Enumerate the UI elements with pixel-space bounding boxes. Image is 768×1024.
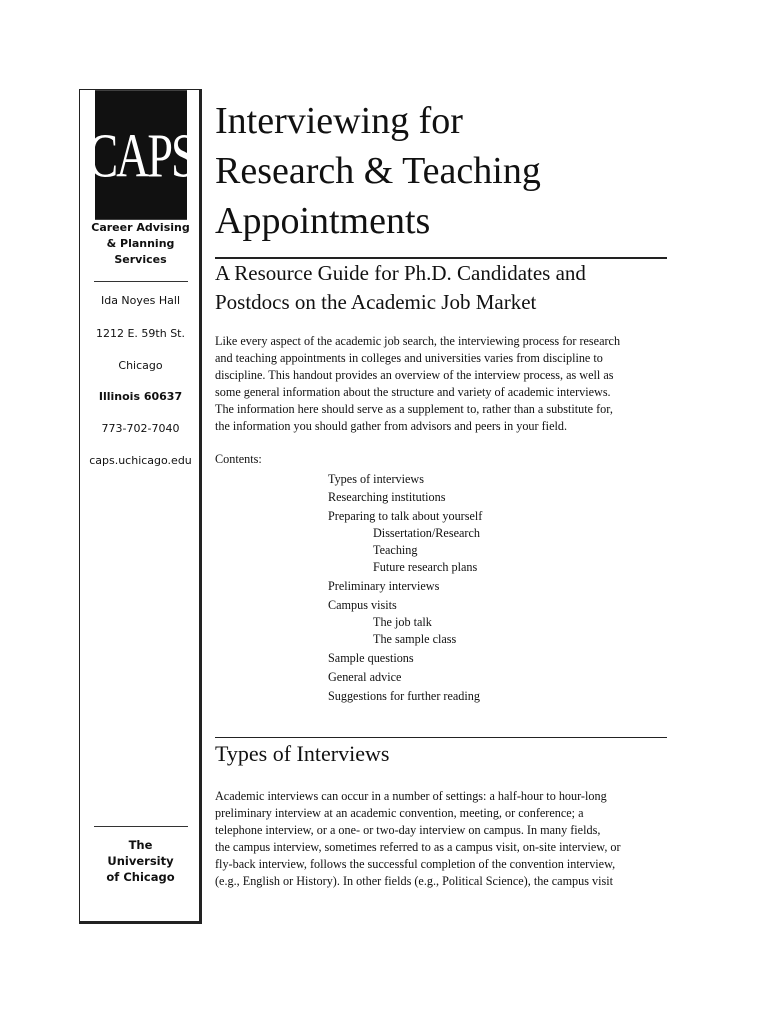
subtitle-line: A Resource Guide for Ph.D. Candidates and <box>215 261 586 285</box>
page-subtitle <box>215 259 586 317</box>
section-line: (e.g., English or History). In other fields (e.g., Political Science), the campus visit <box>215 874 614 888</box>
university-name <box>80 837 201 885</box>
toc-item: Preliminary interviews <box>328 579 440 593</box>
toc-subitem: Dissertation/Research <box>373 526 480 540</box>
intro-line: discipline. This handout provides an overview of the interview process, as well as <box>215 368 614 382</box>
page-title <box>215 96 541 246</box>
toc-subitem: The sample class <box>373 632 457 646</box>
sidebar-divider <box>94 826 188 827</box>
title-line: Appointments <box>215 200 431 242</box>
section-paragraph <box>215 788 700 890</box>
university-line: University <box>107 854 174 868</box>
title-line: Interviewing for <box>215 100 463 142</box>
section-line: preliminary interview at an academic convention, meeting, or conference; a <box>215 806 584 820</box>
caps-logo: CAPS <box>95 90 187 220</box>
toc-item: Preparing to talk about yourself <box>328 509 483 523</box>
toc-item: General advice <box>328 670 402 684</box>
intro-line: The information here should serve as a supplement to, rather than a substitute for, <box>215 402 613 416</box>
org-name <box>80 220 201 268</box>
address-phone: 773-702-7040 <box>101 422 180 435</box>
org-line: Services <box>114 253 167 266</box>
address-state-zip: Illinois 60637 <box>98 390 183 403</box>
address-website: caps.uchicago.edu <box>89 454 192 467</box>
toc-item: Suggestions for further reading <box>328 689 480 703</box>
section-line: Academic interviews can occur in a number of settings: a half-hour to hour-long <box>215 789 607 803</box>
intro-line: and teaching appointments in colleges and universities varies from discipline to <box>215 351 603 365</box>
intro-line: the information you should gather from advisors and peers in your field. <box>215 419 568 433</box>
section-divider <box>215 737 667 738</box>
university-line: The <box>128 838 153 852</box>
section-line: telephone interview, or a one- or two-day interview on campus. In many fields, <box>215 823 601 837</box>
title-line: Research & Teaching <box>215 150 541 192</box>
university-line: of Chicago <box>106 870 175 884</box>
subtitle-line: Postdocs on the Academic Job Market <box>215 290 537 314</box>
sidebar <box>79 89 202 924</box>
toc-item: Sample questions <box>328 651 414 665</box>
org-line: & Planning <box>106 237 175 250</box>
section-heading: Types of Interviews <box>215 741 390 766</box>
intro-line: some general information about the structure and variety of academic interviews. <box>215 385 611 399</box>
address-street: 1212 E. 59th St. <box>95 327 185 340</box>
address-city: Chicago <box>118 359 163 372</box>
contents-label: Contents: <box>215 452 262 466</box>
sidebar-divider <box>94 281 188 282</box>
toc-subitem: The job talk <box>373 615 432 629</box>
org-line: Career Advising <box>91 221 190 234</box>
toc-subitem: Teaching <box>373 543 418 557</box>
intro-paragraph <box>215 333 700 435</box>
toc-item: Campus visits <box>328 598 397 612</box>
address-building: Ida Noyes Hall <box>100 294 181 307</box>
intro-line: Like every aspect of the academic job search, the interviewing process for research <box>215 334 621 348</box>
toc-subitem: Future research plans <box>373 560 478 574</box>
section-line: the campus interview, sometimes referred to as a campus visit, on-site interview, or <box>215 840 621 854</box>
toc-item: Types of interviews <box>328 472 424 486</box>
section-line: fly-back interview, follows the successful completion of the convention interview, <box>215 857 616 871</box>
toc-item: Researching institutions <box>328 490 446 504</box>
